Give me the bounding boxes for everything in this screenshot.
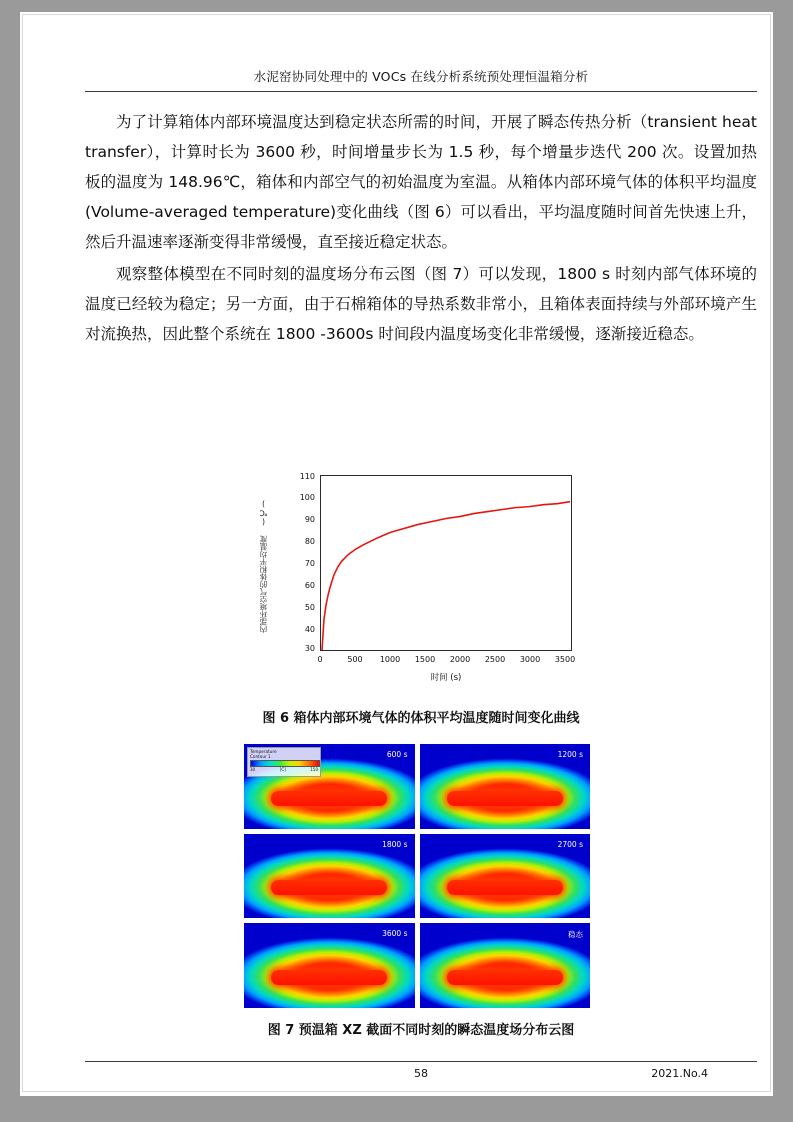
x-tick-0: 0 xyxy=(317,655,323,664)
temperature-curve xyxy=(321,476,571,650)
y-tick-70: 70 xyxy=(304,559,315,568)
heater-plate xyxy=(271,880,387,895)
legend-subtitle: Contour 1 xyxy=(250,754,271,759)
figure-6 xyxy=(85,463,757,703)
contour-panel-1800s xyxy=(243,833,416,920)
body-content xyxy=(85,107,757,351)
x-tick-500: 500 xyxy=(347,655,363,664)
page-margin-right xyxy=(773,0,793,1122)
issue-label: 2021.No.4 xyxy=(651,1067,708,1080)
y-tick-60: 60 xyxy=(304,581,315,590)
footer-divider xyxy=(85,1061,757,1062)
y-tick-50: 50 xyxy=(304,603,315,612)
contour-panel-600s xyxy=(243,743,416,830)
heater-plate xyxy=(447,791,563,806)
heater-plate xyxy=(271,970,387,985)
legend-unit: [C] xyxy=(279,767,286,772)
figure-6-caption: 图 6 箱体内部环境气体的体积平均温度随时间变化曲线 xyxy=(262,711,580,726)
figure-7-caption: 图 7 预温箱 XZ 截面不同时刻的瞬态温度场分布云图 xyxy=(267,1023,575,1038)
x-tick-2000: 2000 xyxy=(449,655,471,664)
y-tick-40: 40 xyxy=(304,625,315,634)
x-tick-3500: 3500 xyxy=(554,655,576,664)
contour-panel-steady xyxy=(419,922,592,1009)
legend-colorbar xyxy=(250,760,320,767)
panel-label: 1800 s xyxy=(382,839,408,849)
contour-panel-1200s xyxy=(419,743,592,830)
panel-label: 600 s xyxy=(386,750,408,759)
chart-y-axis-label: 内部环境空气的体积平均温度 (℃) xyxy=(259,499,268,633)
x-tick-3000: 3000 xyxy=(519,655,541,664)
heater-plate xyxy=(447,970,563,985)
legend-title: Temperature xyxy=(250,749,277,754)
heater-plate xyxy=(271,791,387,806)
paragraph-1: 为了计算箱体内部环境温度达到稳定状态所需的时间，开展了瞬态传热分析（transient heat transfer），计算时长为 3600 秒，时间增量步长为 1.5 秒，每个增量步迭代 200 次。设置加热板的温度为 148.96℃，箱体和内部空气的初始温度为室温。从箱体内部环境气体的体积平均温度(Volume-averaged temperature)变化曲线（图 6）可以看出，平均温度随时间首先快速上升，然后升温速率逐渐变得非常缓慢，直至接近稳定状态。 xyxy=(85,113,757,251)
legend-ticks xyxy=(250,767,318,772)
y-tick-90: 90 xyxy=(304,515,315,524)
y-tick-100: 100 xyxy=(299,493,315,502)
chart-x-axis-label: 时间 (s) xyxy=(430,673,462,683)
paragraph-2: 观察整体模型在不同时刻的温度场分布云图（图 7）可以发现，1800 s 时刻内部气体环境的温度已经较为稳定；另一方面，由于石棉箱体的导热系数非常小，且箱体表面持续与外部环境产生对流换热，因此整个系统在 1800 -3600s 时间段内温度场变化非常缓慢，逐渐接近稳态。 xyxy=(85,265,757,343)
running-header: 水泥窑协同处理中的 VOCs 在线分析系统预处理恒温箱分析 xyxy=(253,69,589,84)
contour-panel-2700s xyxy=(419,833,592,920)
figure-7 xyxy=(243,743,591,1009)
temperature-curve-chart xyxy=(260,463,592,701)
contour-field xyxy=(420,923,591,1008)
panel-label: 稳态 xyxy=(568,930,583,940)
temperature-legend xyxy=(247,747,321,777)
panel-label: 3600 s xyxy=(382,929,408,939)
y-tick-30: 30 xyxy=(304,644,315,653)
header-divider xyxy=(85,91,757,92)
x-tick-1000: 1000 xyxy=(379,655,401,664)
paper-sheet xyxy=(22,14,771,1092)
legend-min: 30 xyxy=(250,767,256,772)
page-margin-left xyxy=(0,0,20,1122)
chart-plot-area xyxy=(320,475,572,651)
page-margin-top xyxy=(0,0,793,12)
x-tick-1500: 1500 xyxy=(414,655,436,664)
heater-plate xyxy=(447,880,563,895)
y-tick-110: 110 xyxy=(299,472,315,481)
legend-max: 150 xyxy=(310,767,318,772)
panel-label: 1200 s xyxy=(557,750,583,759)
x-tick-2500: 2500 xyxy=(484,655,506,664)
contour-panel-3600s xyxy=(243,922,416,1009)
panel-label: 2700 s xyxy=(557,839,583,849)
page-margin-bottom xyxy=(0,1096,793,1122)
y-tick-80: 80 xyxy=(304,537,315,546)
page-number: 58 xyxy=(414,1067,428,1080)
